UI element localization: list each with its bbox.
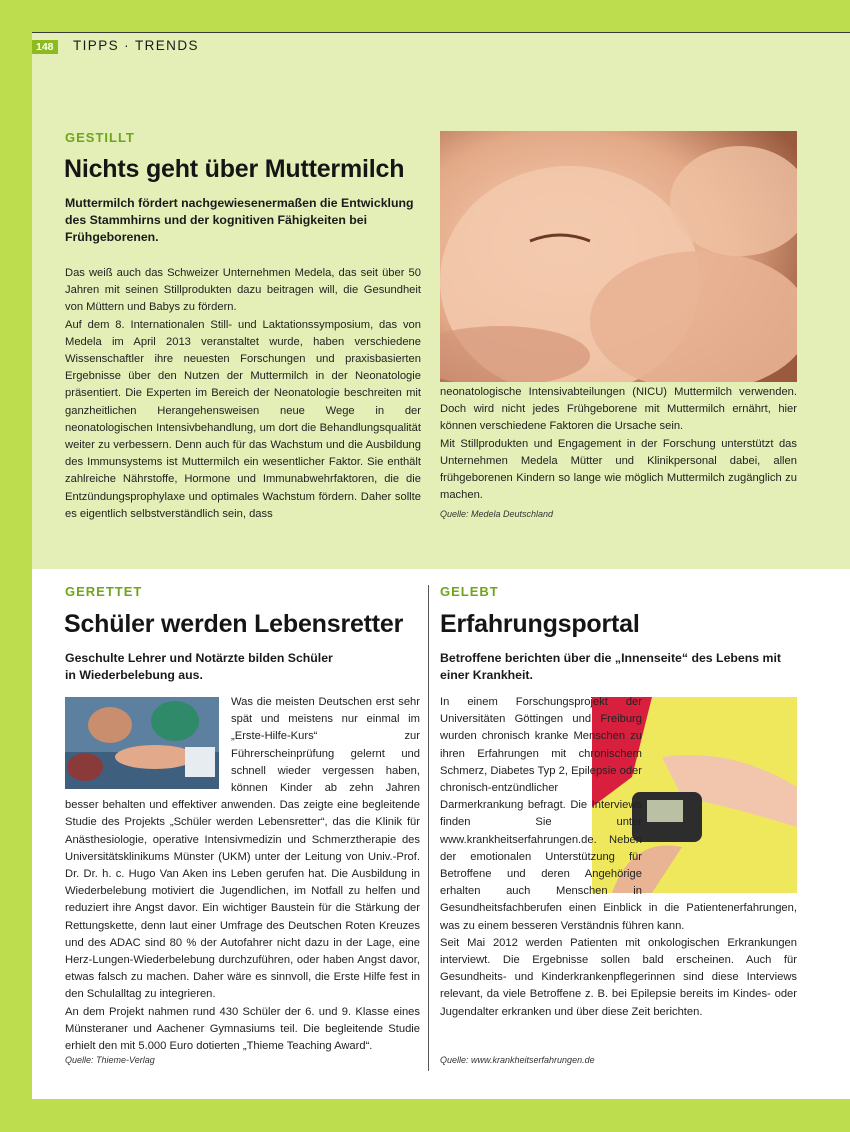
image-wrap-spacer — [642, 694, 797, 895]
bottom-border — [0, 1099, 850, 1132]
image-wrap-spacer — [65, 694, 231, 790]
article3-paragraph: In einem Forschungsprojekt der Universitäten Göttingen und Freiburg wurden chronisch kranke Menschen zu ihren Erfahrungen mit chronischem Schmerz, Diabetes Typ 2, Epilepsie oder chronisch-entzündlicher Darmerkrankung befragt. Die Interviews finden Sie unter www.krankheitserfahrungen.de. Neben der emotionalen Unterstützung für Betroffene und deren Angehörige erhalten auch Menschen in Gesundheitsfachberufen einen Einblick in die Patientenerfahrungen, was zu einem besseren Verständnis führen kann. — [440, 696, 797, 932]
article1-kicker: GESTILLT — [65, 130, 135, 145]
article1-column2 — [440, 384, 797, 504]
article1-title: Nichts geht über Muttermilch — [64, 155, 405, 183]
article1-col1-paragraph: Auf dem 8. Internationalen Still- und Laktationssymposium, das von Medela im April 2013 veranstaltet wurde, haben verschiedene Wissenschaftler ihre neuesten Forschungen und praxisbasierten Ergebnisse über den Nutzen der Muttermilch in der Neonatologie präsentiert. Die Experten im Bereich der Neonatologie beschreiten mit ganzheitlichen Herangehensweisen neue Wege in der neonatologischen Intensivbehandlung, um dort die Behandlungsqualität weiter zu verbessern. Denn auch für das Wachstum und die Ausbildung des Immunsystems ist Muttermilch ein wesentlicher Faktor. Sie enthält zahlreiche Nährstoffe, Hormone und Immunabwehrfaktoren, die die Entzündungsprophylaxe und optimales Wachstum fördern. Daher sollte es eigentlich selbstverständlich sein, dass — [65, 318, 421, 520]
article2-paragraph: Was die meisten Deutschen erst sehr spät und meistens nur einmal im „Erste-Hilfe-Kurs“ zur Führerscheinprüfung gelernt und schnell wieder vergessen haben, können Kinder ab zehn Jahren besser behalten und effektiver anwenden. Das zeigte eine begleitende Studie des Projekts „Schüler werden Lebensretter“, das die Klinik für Anästhesiologie, operative Intensivmedizin und Schmerztherapie des Universitätsklinikums Münster (UKM) unter der Leitung von Univ.-Prof. Dr. Dr. h. c. Hugo Van Aken ins Leben gerufen hat. Die Ausbildung in Wiederbelebung motiviert die Jugendlichen, im Notfall zu helfen und reduziert ihre Angst davor. Ein wichtiger Baustein für die Stärkung der Rettungskette, denn laut einer Umfrage des Deutschen Roten Kreuzes und des ADAC sind 80 % der Autofahrer nicht dazu in der Lage, eine Herz-Lungen-Wiederbelebung durchzuführen, oder haben Angst davor, etwas falsch zu machen. Daher wäre es sinnvoll, die Erste Hilfe fest in den Schulalltag zu integrieren. — [65, 696, 420, 1001]
article2-kicker: GERETTET — [65, 584, 143, 599]
article2-source: Quelle: Thieme-Verlag — [65, 1055, 155, 1065]
article1-col1-paragraph: Das weiß auch das Schweizer Unternehmen Medela, das seit über 50 Jahren mit seinen Stillprodukten dazu beitragen will, die Gesundheit von Müttern und Babys zu fördern. — [65, 267, 421, 314]
article2-title: Schüler werden Lebensretter — [64, 610, 404, 638]
page-number: 148 — [32, 40, 58, 54]
baby-photo-illustration — [440, 131, 797, 382]
article1-col2-paragraph: neonatologische Intensivabteilungen (NICU) Muttermilch verwenden. Doch wird nicht jedes Frühgeborene mit Muttermilch ernährt, hier können verschiedene Faktoren die Ursache sein. — [440, 386, 797, 433]
column-divider — [428, 585, 429, 1071]
article3-title: Erfahrungsportal — [440, 610, 640, 638]
left-border — [0, 32, 32, 1132]
article2-lead: Geschulte Lehrer und Notärzte bilden Schüler in Wiederbelebung aus. — [65, 651, 333, 682]
top-border — [0, 0, 850, 32]
article3-kicker: GELEBT — [440, 584, 499, 599]
article1-source: Quelle: Medela Deutschland — [440, 509, 554, 519]
header-rule — [32, 32, 850, 33]
article3-body — [440, 694, 797, 1021]
article1-col2-paragraph: Mit Stillprodukten und Engagement in der Forschung unterstützt das Unternehmen Medela Mütter und Klinikpersonal dabei, allen frühgeborenen Kindern so lange wie möglich Muttermilch zugänglich zu machen. — [440, 437, 797, 502]
article2-body — [65, 694, 420, 1055]
article3-source: Quelle: www.krankheitserfahrungen.de — [440, 1055, 595, 1065]
article2-paragraph: An dem Projekt nahmen rund 430 Schüler der 6. und 9. Klasse eines Münsteraner und Aachener Gymnasiums teil. Die begleitende Studie erhielt den mit 5.000 Euro dotierten „Thieme Teaching Award“. — [65, 1005, 420, 1053]
article3-paragraph: Seit Mai 2012 werden Patienten mit onkologischen Erkrankungen interviewt. Die Ergebnisse sollen bald erscheinen. Auch für Gesundheits- und Kinderkrankenpflegerinnen sind diese Interviews relevant, da viele Betroffene z. B. bei Epilepsie bereits im Kindes- oder Jugendalter erkranken und über diese Zeit berichten. — [440, 936, 797, 1018]
baby-photo — [440, 131, 797, 382]
section-title: TIPPS · TRENDS — [73, 38, 199, 53]
article1-column1 — [65, 265, 421, 523]
article1-lead: Muttermilch fördert nachgewiesenermaßen die Entwicklung des Stammhirns und der kognitiven Fähigkeiten bei Frühgeborenen. — [65, 196, 414, 244]
article3-lead: Betroffene berichten über die „Innenseite“ des Lebens mit einer Krankheit. — [440, 651, 781, 682]
